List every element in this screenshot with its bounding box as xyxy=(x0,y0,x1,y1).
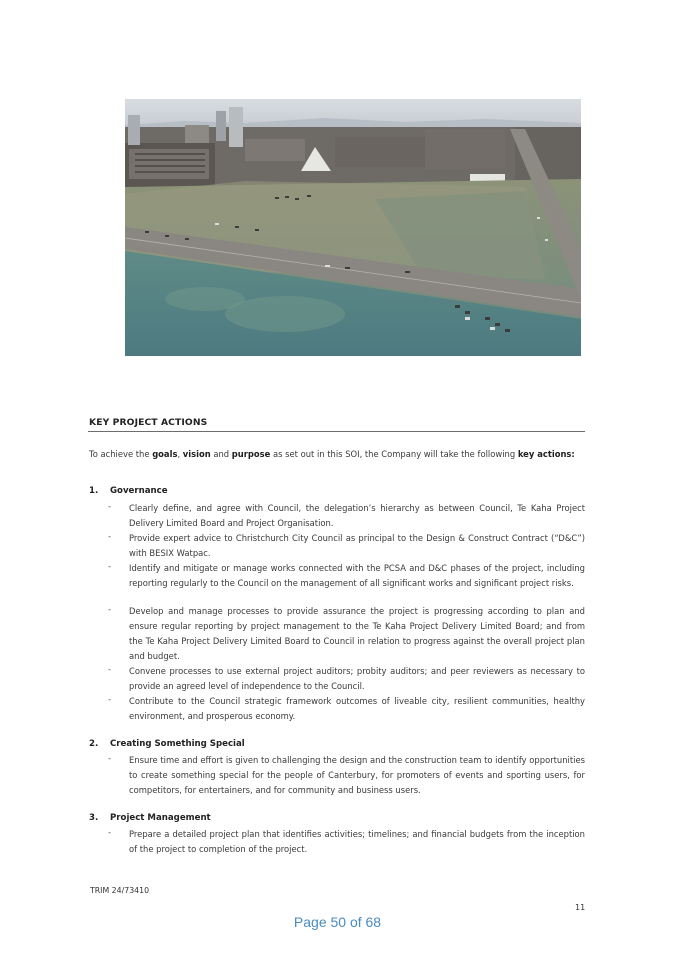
list-item: Provide expert advice to Christchurch City Council as principal to the Design & Construct Contract (“D&C”) with BESIX Watpac. xyxy=(129,533,585,558)
section-title-creating-something-special: 2. Creating Something Special xyxy=(89,739,245,749)
list-item: Prepare a detailed project plan that identifies activities; timelines; and financial budgets from the inception of the project to completion of the project. xyxy=(129,829,585,854)
intro-paragraph: To achieve the goals, vision and purpose as set out in this SOI, the Company will take the following key actions: xyxy=(89,449,575,459)
list-bullet: - xyxy=(108,694,112,704)
aerial-site-photo xyxy=(125,99,581,356)
section-title-project-management: 3. Project Management xyxy=(89,813,211,823)
section-title-governance: 1. Governance xyxy=(89,486,168,496)
list-bullet: - xyxy=(108,501,112,511)
list-item: Identify and mitigate or manage works connected with the PCSA and D&C phases of the project, including reporting regularly to the Council on the management of all significant works and significant project risks. xyxy=(129,563,585,588)
page-number: 11 xyxy=(575,903,586,912)
list-bullet: - xyxy=(108,604,112,614)
heading-rule xyxy=(88,431,585,432)
list-item: Clearly define, and agree with Council, the delegation’s hierarchy as between Council, Te Kaha Project Delivery Limited Board and Project Organisation. xyxy=(129,503,585,528)
trim-reference: TRIM 24/73410 xyxy=(90,886,150,895)
list-item: Convene processes to use external project auditors; probity auditors; and peer reviewers as necessary to provide an agreed level of independence to the Council. xyxy=(129,666,585,691)
list-item: Contribute to the Council strategic framework outcomes of liveable city, resilient communities, healthy environment, and prosperous economy. xyxy=(129,696,585,721)
list-item: Ensure time and effort is given to challenging the design and the construction team to identify opportunities to create something special for the people of Canterbury, for promoters of events and sporting users, for competitors, for entertainers, and for community and business users. xyxy=(129,755,585,795)
list-bullet: - xyxy=(108,827,112,837)
list-bullet: - xyxy=(108,753,112,763)
list-bullet: - xyxy=(108,531,112,541)
list-bullet: - xyxy=(108,561,112,571)
list-bullet: - xyxy=(108,664,112,674)
list-item: Develop and manage processes to provide assurance the project is progressing according to plan and ensure regular reporting by project management to the Te Kaha Project Delivery Limited Board; and from the Te Kaha Project Delivery Limited Board to Council in relation to progress against the overall project plan and budget. xyxy=(129,606,585,661)
section-heading: KEY PROJECT ACTIONS xyxy=(89,417,208,428)
page-of-counter: Page 50 of 68 xyxy=(293,914,382,930)
